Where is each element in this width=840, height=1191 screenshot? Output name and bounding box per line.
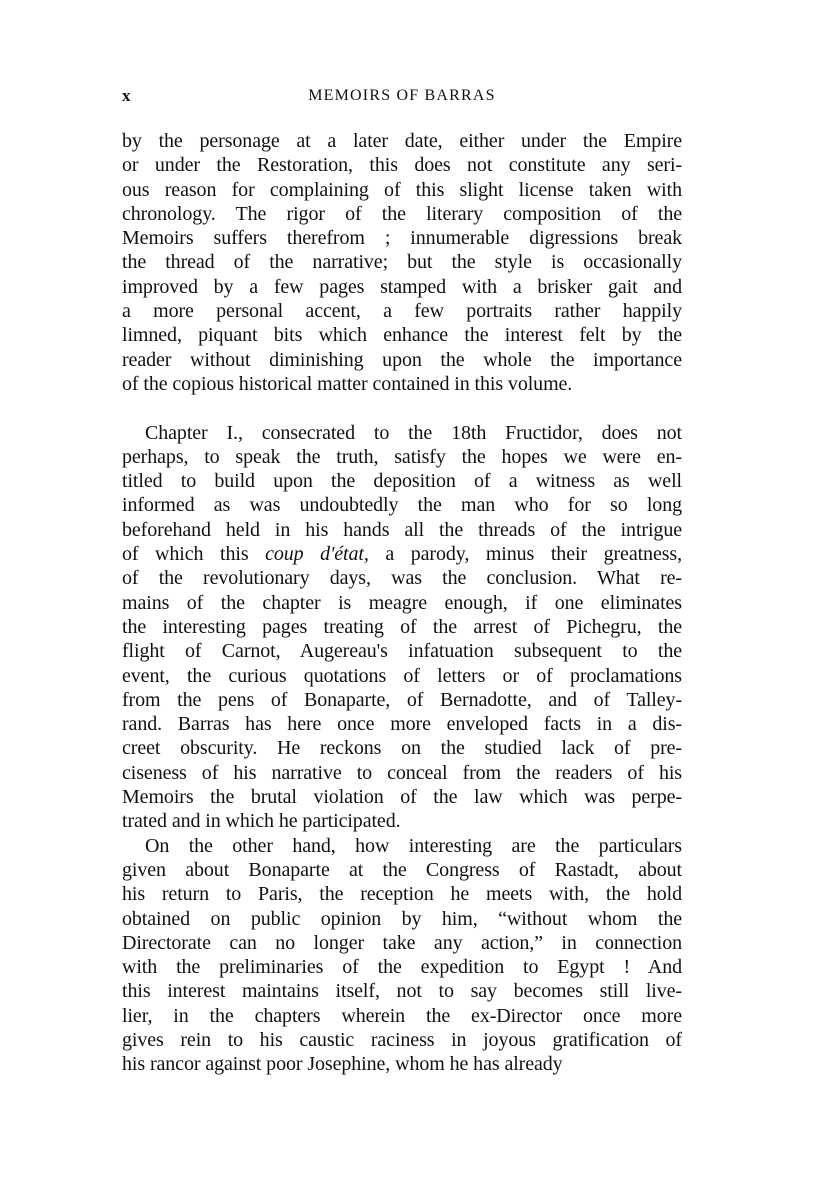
text-segment: , a parody, minus their greatness,	[363, 543, 682, 566]
running-title: MEMOIRS OF BARRAS	[308, 87, 496, 104]
text-line: lier, in the chapters wherein the ex-Director once more	[122, 1004, 682, 1027]
italic-phrase: coup d'état	[265, 543, 364, 566]
text-line: his return to Paris, the reception he meets with, the hold	[122, 883, 682, 906]
text-line: mains of the chapter is meagre enough, if one eliminates	[122, 591, 682, 614]
text-line: with the preliminaries of the expedition to Egypt ! And	[122, 956, 682, 979]
text-line: or under the Restoration, this does not constitute any seri-	[122, 154, 682, 177]
paragraph	[122, 129, 682, 396]
text-line: perhaps, to speak the truth, satisfy the hopes we were en-	[122, 445, 682, 468]
text-line: Memoirs the brutal violation of the law which was perpe-	[122, 786, 682, 809]
text-line: of the revolutionary days, was the conclusion. What re-	[122, 567, 682, 590]
text-line: trated and in which he participated.	[122, 810, 401, 833]
text-line: chronology. The rigor of the literary composition of the	[122, 202, 682, 225]
text-line: titled to build upon the deposition of a witness as well	[122, 470, 682, 493]
text-line: reader without diminishing upon the whole the importance	[122, 348, 682, 371]
text-segment: of which this	[122, 543, 266, 566]
text-line: Memoirs suffers therefrom ; innumerable digressions break	[122, 227, 682, 250]
text-line: event, the curious quotations of letters or of proclamations	[122, 664, 682, 687]
text-line: Chapter I., consecrated to the 18th Fructidor, does not	[145, 421, 682, 444]
paragraph	[122, 421, 682, 834]
text-line: by the personage at a later date, either under the Empire	[122, 130, 682, 152]
text-line: the interesting pages treating of the arrest of Pichegru, the	[122, 615, 682, 638]
text-line: flight of Carnot, Augereau's infatuation subsequent to the	[122, 640, 682, 663]
text-line: gives rein to his caustic raciness in joyous gratification of	[122, 1028, 682, 1051]
text-line: ous reason for complaining of this slight license taken with	[122, 178, 682, 201]
text-line: beforehand held in his hands all the threads of the intrigue	[122, 518, 682, 541]
text-line	[122, 542, 682, 566]
text-line: informed as was undoubtedly the man who for so long	[122, 494, 682, 517]
text-line: ciseness of his narrative to conceal from the readers of his	[122, 761, 682, 784]
text-line: On the other hand, how interesting are the particulars	[145, 834, 682, 857]
text-line: the thread of the narrative; but the style is occasionally	[122, 251, 682, 274]
text-line: creet obscurity. He reckons on the studied lack of pre-	[122, 737, 682, 760]
page-header	[122, 84, 682, 108]
text-line: from the pens of Bonaparte, of Bernadotte, and of Talley-	[122, 688, 682, 711]
text-line: his rancor against poor Josephine, whom he has already	[122, 1053, 563, 1076]
text-line: a more personal accent, a few portraits rather happily	[122, 300, 682, 323]
text-line: obtained on public opinion by him, “without whom the	[122, 907, 682, 930]
text-line: Directorate can no longer take any action,” in connection	[122, 931, 682, 954]
text-line: limned, piquant bits which enhance the interest felt by the	[122, 324, 682, 347]
text-line: improved by a few pages stamped with a brisker gait and	[122, 275, 682, 298]
text-line: given about Bonaparte at the Congress of Rastadt, about	[122, 858, 682, 881]
text-line: this interest maintains itself, not to say becomes still live-	[122, 980, 682, 1003]
paragraph	[122, 834, 682, 1077]
page-number: x	[122, 86, 131, 105]
body-text	[122, 129, 682, 1077]
text-line: of the copious historical matter contained in this volume.	[122, 372, 573, 395]
text-line: rand. Barras has here once more enveloped facts in a dis-	[122, 713, 682, 736]
